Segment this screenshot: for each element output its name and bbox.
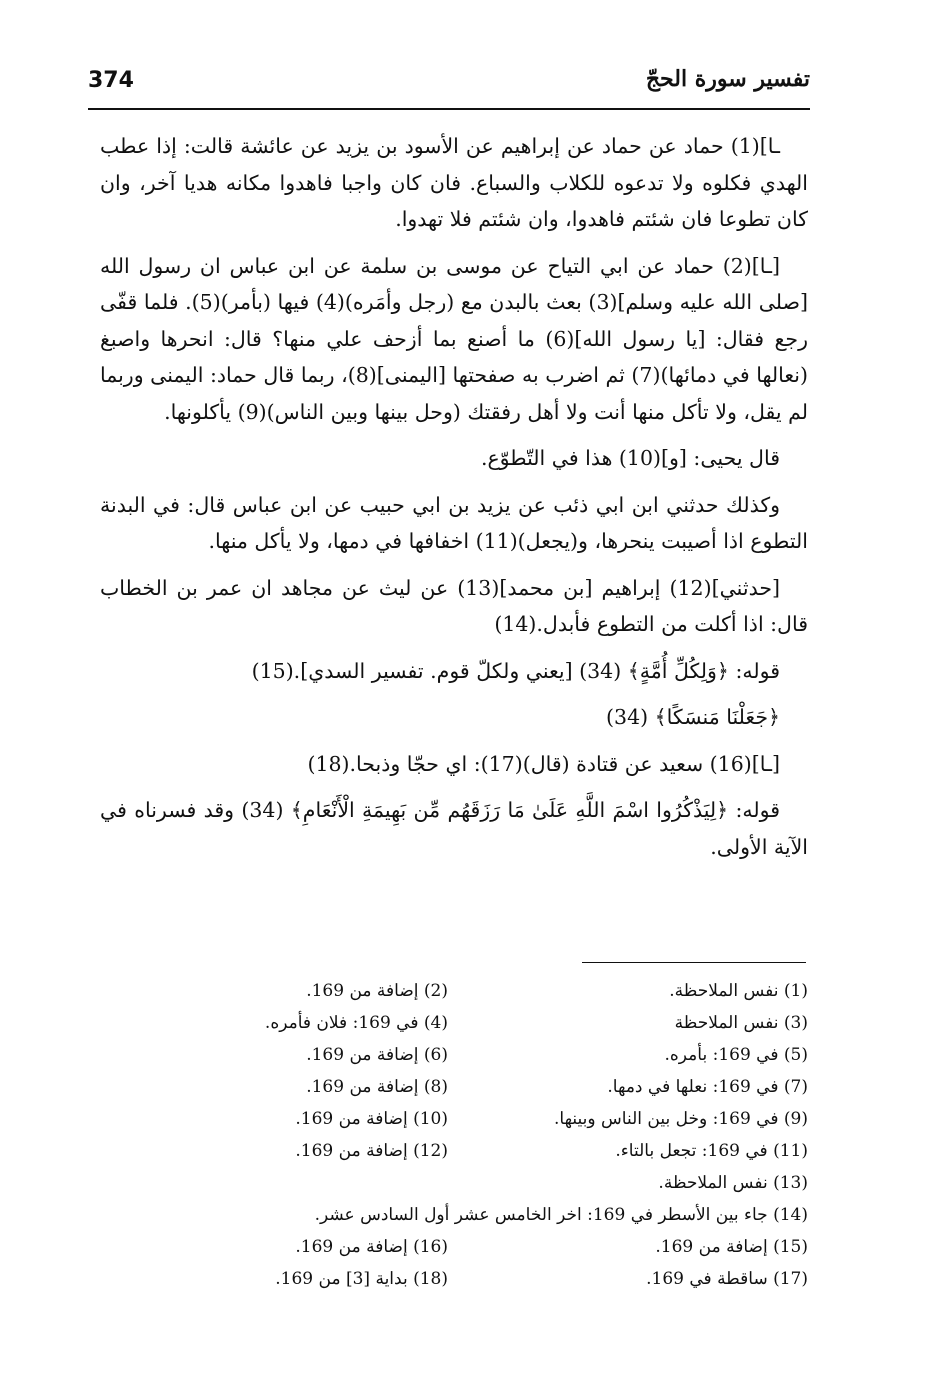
footnotes xyxy=(100,975,808,1295)
paragraph: [ـا](16) سعيد عن قتادة (قال)(17): اي حجّا وذبحا.(18) xyxy=(307,751,780,776)
footnote: (5) في 169: بأمره. xyxy=(664,1045,808,1065)
footnote-row xyxy=(100,1263,808,1295)
footnote: (9) في 169: وخل بين الناس وبينها. xyxy=(554,1109,808,1129)
footnote: (15) إضافة من 169. xyxy=(655,1237,808,1257)
footnote: (1) نفس الملاحظة. xyxy=(669,981,808,1001)
paragraph: وكذلك حدثني ابن ابي ذئب عن يزيد بن ابي حبيب عن ابن عباس قال: في البدنة التطوع اذا أصيبت ينحرها، و(يجعل)(11) اخفافها في دمها، ولا يأكل منها. xyxy=(100,492,808,553)
footnote-divider xyxy=(582,962,806,963)
paragraph: ـا](1) حماد عن حماد عن إبراهيم عن الأسود بن يزيد عن عائشة قالت: إذا عطب الهدي فكلوه ولا تدعوه للكلاب والسباع. فان كان واجبا فاهدوا مكانه هديا آخر، وان كان تطوعا فان شئتم فاهدوا، وان شئتم فلا تهدوا. xyxy=(100,134,808,231)
footnote-row xyxy=(100,1039,808,1071)
running-title: تفسير سورة الحجّ xyxy=(645,66,810,92)
paragraph: [حدثني](12) إبراهيم [بن محمد](13) عن ليث عن مجاهد ان عمر بن الخطاب قال: اذا أكلت من التطوع فأبدل.(14) xyxy=(100,575,808,636)
paragraph: قال يحيى: [و](10) هذا في التّطوّع. xyxy=(480,446,780,470)
footnote: (10) إضافة من 169. xyxy=(295,1109,448,1129)
footnote: (3) نفس الملاحظة xyxy=(674,1013,808,1033)
footnote: (14) جاء بين الأسطر في 169: اخر الخامس عشر أول السادس عشر. xyxy=(314,1205,808,1225)
footnote-row xyxy=(100,1103,808,1135)
quran-citation: قوله: ﴿لِيَذْكُرُوا اسْمَ اللَّهِ عَلَىٰ مَا رَزَقَهُم مِّن بَهِيمَةِ الْأَنْعَامِ﴾ (34) وقد فسرناه في الآية الأولى. xyxy=(100,798,808,859)
footnote: (8) إضافة من 169. xyxy=(306,1077,448,1097)
footnote-row xyxy=(100,975,808,1007)
footnote: (4) في 169: فلان فأمره. xyxy=(264,1013,448,1033)
main-text xyxy=(100,128,808,875)
footnote-row xyxy=(100,1135,808,1167)
footnote: (7) في 169: نعلها في دمها. xyxy=(607,1077,808,1097)
page-number: 374 xyxy=(88,68,134,93)
footnote-row xyxy=(100,1071,808,1103)
footnote: (17) ساقطة في 169. xyxy=(646,1269,808,1289)
footnote: (12) إضافة من 169. xyxy=(295,1141,448,1161)
quran-citation: قوله: ﴿وَلِكُلِّ أُمَّةٍ﴾ (34) [يعني ولكلّ قوم. تفسير السدي].(15) xyxy=(251,658,780,683)
paragraph: [ـا](2) حماد عن ابي التياح عن موسى بن سلمة عن ابن عباس ان رسول الله [صلى الله عليه وسلم](3) بعث بالبدن مع (رجل وأمَره)(4) فيها (بأمر)(5). فلما قفّى رجع فقال: [يا رسول الله](6) ما أصنع بما أزحف علي منها؟ قال: انحرها واصبغ (نعالها في دمائها)(7) ثم اضرب به صفحتها [اليمنى](8)، ربما قال حماد: اليمنى وربما لم يقل، ولا تأكل منها أنت ولا أهل رفقتك (وحل بينها وبين الناس)(9) يأكلونها. xyxy=(100,253,808,424)
page-header xyxy=(88,64,810,108)
footnote: (2) إضافة من 169. xyxy=(306,981,448,1001)
quran-citation: ﴿جَعَلْنَا مَنسَكًا﴾ (34) xyxy=(606,705,780,729)
footnote: (13) نفس الملاحظة. xyxy=(658,1173,808,1193)
footnote: (6) إضافة من 169. xyxy=(306,1045,448,1065)
footnote: (16) إضافة من 169. xyxy=(295,1237,448,1257)
footnote: (18) بداية [3] من 169. xyxy=(275,1269,448,1289)
footnote-row xyxy=(100,1007,808,1039)
footnote: (11) في 169: تجعل بالتاء. xyxy=(615,1141,808,1161)
header-divider xyxy=(88,108,810,110)
footnote-row xyxy=(100,1231,808,1263)
